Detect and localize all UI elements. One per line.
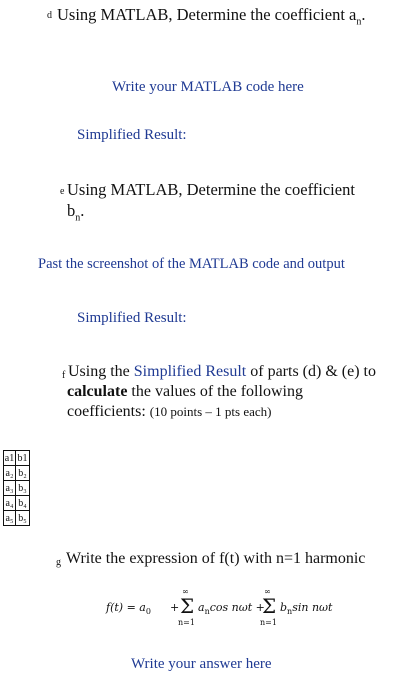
section-e-trailing: . bbox=[80, 201, 85, 220]
term2-rest: sin nωt bbox=[292, 601, 333, 614]
table-cell-b1[interactable]: b1 bbox=[17, 452, 28, 464]
section-e-question: Using MATLAB, Determine the coefficient bbox=[67, 180, 355, 199]
section-d-marker: d bbox=[47, 10, 52, 21]
section-f-bold: calculate bbox=[67, 383, 128, 400]
term1-rest: cos nωt + bbox=[209, 601, 265, 614]
sum2-top: ∞ bbox=[264, 587, 271, 596]
term2-b: b bbox=[280, 601, 288, 614]
answer-prompt: Write your answer here bbox=[131, 656, 272, 672]
section-e-b: b bbox=[67, 201, 76, 220]
formula-lhs-text: f(t) = a bbox=[106, 601, 146, 614]
section-g-question: Write the expression of f(t) with n=1 harmonic bbox=[66, 550, 366, 567]
formula-term1 bbox=[198, 601, 265, 616]
section-f-coefficients: coefficients: bbox=[67, 403, 146, 420]
table-cell-b3[interactable]: b₃ bbox=[16, 481, 30, 496]
formula-lhs bbox=[106, 601, 151, 616]
section-d-result-label: Simplified Result: bbox=[77, 127, 187, 143]
sum2-symbol: Σ bbox=[262, 594, 277, 618]
sum2-bottom: n=1 bbox=[260, 618, 277, 627]
sum1-bottom: n=1 bbox=[178, 618, 195, 627]
term1-a: a bbox=[198, 601, 205, 614]
section-d-subscript: n bbox=[356, 16, 362, 28]
sum1-symbol: Σ bbox=[180, 594, 195, 618]
section-e-subscript: n bbox=[75, 212, 81, 224]
section-f-rest: of parts (d) & (e) to bbox=[250, 363, 376, 380]
table-cell-a4[interactable]: a₄ bbox=[4, 496, 16, 511]
formula-plus: + bbox=[170, 601, 180, 614]
table-cell-a2[interactable]: a₂ bbox=[4, 466, 16, 481]
table-cell-a3[interactable]: a₃ bbox=[4, 481, 16, 496]
section-f-rest2: the values of the following bbox=[131, 383, 303, 400]
section-f-link: Simplified Result bbox=[133, 363, 247, 380]
table-cell-a5[interactable]: a₅ bbox=[4, 511, 16, 526]
screenshot-prompt: Past the screenshot of the MATLAB code and output bbox=[38, 256, 345, 272]
section-f-marker: f bbox=[62, 370, 66, 381]
table-cell-b5[interactable]: b₅ bbox=[16, 511, 30, 526]
section-d-question-text: Using MATLAB, Determine the coefficient a bbox=[57, 5, 357, 24]
section-f-points: (10 points – 1 pts each) bbox=[149, 404, 272, 419]
table-cell-b4[interactable]: b₄ bbox=[16, 496, 30, 511]
section-g-marker: g bbox=[56, 557, 61, 568]
section-e-result-label: Simplified Result: bbox=[77, 310, 187, 326]
term1-sub: n bbox=[204, 607, 210, 617]
formula-a0-sub: 0 bbox=[145, 607, 151, 617]
matlab-code-prompt: Write your MATLAB code here bbox=[112, 79, 304, 95]
table-cell-b2[interactable]: b₂ bbox=[16, 466, 30, 481]
formula-term2 bbox=[280, 601, 332, 616]
section-e-marker: e bbox=[60, 186, 65, 197]
sum1-top: ∞ bbox=[182, 587, 189, 596]
term2-sub: n bbox=[287, 607, 293, 617]
section-d-trailing: . bbox=[361, 5, 366, 24]
table-cell-a1[interactable]: a1 bbox=[4, 452, 15, 464]
section-f-using: Using the bbox=[68, 363, 130, 380]
